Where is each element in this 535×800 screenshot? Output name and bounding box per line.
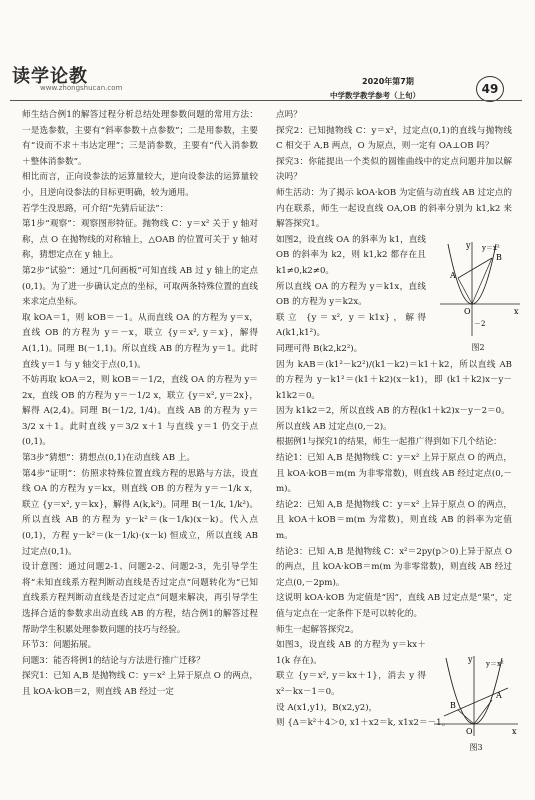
curve-label: y＝x² (482, 244, 500, 252)
paragraph: 第3步“猜想”：猜想点(0,1)在动直线 AB 上。 (22, 453, 195, 464)
paragraph: 联立 {y＝x², y＝kx＋1}，消去 y 得 x²－kx－1＝0。 (276, 671, 426, 697)
paragraph: 如图2，设直线 OA 的斜率为 k1，直线 OB 的斜率为 k2，则 k1,k2 都存在且 k1≠0,k2≠0。 (276, 234, 426, 276)
paragraph: 不妨再取 kOA＝2，则 kOB＝－1/2，直线 OA 的方程为 y＝2x，直线 OB 的方程为 y＝－1/2 x，联立 {y＝x², y＝2x}，解得 A(2,4)。同理 B(－1/2, 1/4)。直线 AB 的方程为 y＝3/2 x＋1。此时直线 y＝3/2 x＋1 与直线 y＝1 仍交于点(0,1)。 (22, 375, 258, 448)
left-column (22, 108, 258, 701)
curve-label: y＝x² (486, 660, 504, 668)
paragraph: 如图3，设直线 AB 的方程为 y＝kx＋1(k 存在)。 (276, 640, 426, 666)
issue-label: 2020年第7期 (362, 77, 414, 86)
paragraph: 相比而言，正向设参法的运算量较大，逆向设参法的运算量较小，且逆向设参法的目标更明确，较为通用。 (22, 172, 258, 198)
paragraph: 取 kOA＝1，则 kOB＝－1。从而直线 OA 的方程为 y＝x，直线 OB 的方程为 y＝－x，联立 {y＝x², y＝x}，解得 A(1,1)。同理 B(－1,1)。所以直线 AB 的方程为 y＝1。此时直线 y＝1 与 y 轴交于点(0,1)。 (22, 312, 258, 370)
figure-2-caption: 图2 (471, 343, 485, 352)
paragraph: 所以直线 AB 过定点(0,－2)。 (276, 421, 392, 432)
point-label-a: A (450, 271, 456, 280)
paragraph: 若学生没思路，可介绍“先猜后证法”： (22, 203, 169, 214)
figure-3-caption: 图3 (469, 743, 483, 752)
line-ob (472, 258, 492, 304)
point-label-neg2: －2 (474, 320, 486, 328)
journal-name: 中学数学教学参考（上旬） (330, 91, 420, 100)
axis-label-x: x (512, 727, 517, 736)
point-label-a: A (496, 691, 502, 700)
paragraph: 问题3：能否将例1的结论与方法进行推广迁移？ (22, 655, 205, 666)
paragraph: 根据例1与探究1的结果，师生一起推广得到如下几个结论： (276, 437, 502, 448)
paragraph: 结论3：已知 A,B 是抛物线 C：x²＝2py(p＞0)上异于原点 O 的两点，且 kOA·kOB＝m(m 为非零常数)，则直线 AB 经过定点(0,－2pm)。 (276, 546, 512, 588)
axis-label-y: y (468, 655, 473, 664)
paragraph: 结论1：已知 A,B 是抛物线 C：y＝x² 上异于原点 O 的两点，且 kOA·kOB＝m(m 为非零常数)，则直线 AB 经过定点(0,－m)。 (276, 453, 512, 495)
paragraph: 第4步“证明”：仿照求特殊位置直线方程的思路与方法，设直线 OA 的方程为 y＝kx，则直线 OB 的方程为 y＝－1/k x，联立 {y＝x², y＝kx}，解得 A(k,k²)。同理 B(－1/k, 1/k²)。所以直线 AB 的方程为 y－k²＝(k－1/k)(x－k)。代入点(0,1)，方程 y－k²＝(k－1/k)·(x－k) 恒成立，所以直线 AB 过定点(0,1)。 (22, 468, 258, 557)
journal-url: www.zhongshucan.com (40, 84, 123, 92)
journal-logo: 读学论教 (12, 66, 88, 87)
axis-label-x: x (514, 307, 519, 316)
line-ab (458, 258, 492, 278)
paragraph: 所以直线 OA 的方程为 y＝k1x，直线 OB 的方程为 y＝k2x。 (276, 281, 426, 308)
paragraph: 师生活动：为了揭示 kOA·kOB 为定值与动直线 AB 过定点的内在联系，师生一起设直线 OA,OB 的斜率分别为 k1,k2 来解答探究1。 (276, 187, 512, 230)
line-ob (474, 700, 492, 724)
right-column (276, 108, 512, 732)
paragraph: 第2步“试验”：通过“几何画板”可知直线 AB 过 y 轴上的定点(0,1)。为了进一步确认定点的坐标，可取两条特殊位置的直线来求定点坐标。 (22, 265, 258, 308)
paragraph: 同理可得 B(k2,k2²)。 (276, 343, 363, 354)
page-header (0, 0, 535, 100)
header-divider (10, 100, 522, 101)
paragraph: 师生结合例1的解答过程分析总结处理参数问题的常用方法：一是选参数，主要有“斜率参数＋点参数”；二是用参数，主要有“设而不求＋韦达定理”；三是消参数，主要有“代入消参数＋整体消参数”。 (22, 110, 258, 167)
origin-label: O (466, 727, 473, 736)
figure-2 (432, 238, 524, 356)
axis-label-y: y (466, 241, 471, 250)
figure-3 (430, 652, 522, 756)
origin-label: O (464, 307, 471, 316)
paragraph: 点吗？ (276, 110, 302, 120)
paragraph: 设计意图：通过问题2-1、问题2-2、问题2-3，先引导学生将“未知直线系方程判断动直线是否过定点”问题转化为“已知直线系方程判断动直线是否过定点”问题来解决，再引导学生选择合适的参数求出动直线 AB 的方程，结合例1的解答过程帮助学生积累处理参数问题的技巧与经验。 (22, 562, 258, 635)
page-number: 49 (476, 76, 504, 102)
paragraph: 探究3：你能提出一个类似的圆锥曲线中的定点问题并加以解决吗？ (276, 156, 512, 183)
line-oa (458, 710, 474, 724)
paragraph: 设 A(x1,y1)，B(x2,y2)， (276, 702, 378, 713)
paragraph: 师生一起解答探究2。 (276, 624, 359, 635)
paragraph: 这说明 kOA·kOB 为定值是“因”，直线 AB 过定点是“果”，定值与定点在一定条件下是可以转化的。 (276, 593, 512, 619)
paragraph: 则 {Δ＝k²＋4＞0, x1＋x2＝k, x1x2＝－1。 (276, 718, 451, 729)
paragraph: 因为 kAB＝(k1²－k2²)/(k1－k2)＝k1＋k2，所以直线 AB 的方程为 y－k1²＝(k1＋k2)(x－k1)，即 (k1＋k2)x－y－k1k2＝0。 (276, 359, 512, 401)
figure-2-graph (432, 238, 524, 338)
paragraph: 因为 k1k2＝2，所以直线 AB 的方程(k1＋k2)x－y－2＝0。 (276, 406, 510, 417)
figure-3-graph (430, 652, 522, 738)
point-label-b: B (450, 701, 456, 710)
point-label-b: B (496, 253, 502, 262)
section-heading: 环节3：问题拓展。 (22, 640, 97, 651)
line-oa (458, 278, 472, 304)
paragraph: 探究2：已知抛物线 C：y＝x²，过定点(0,1)的直线与抛物线 C 相交于 A,B 两点，O 为原点，则一定有 OA⊥OB 吗？ (276, 125, 512, 152)
paragraph: 探究1：已知 A,B 是抛物线 C：y＝x² 上异于原点 O 的两点，且 kOA·kOB＝2，则直线 AB 经过一定 (22, 671, 258, 697)
paragraph: 结论2：已知 A,B 是抛物线 C：y＝x² 上异于原点 O 的两点，且 kOA＋kOB＝m(m 为常数)，则直线 AB 的斜率为定值 m。 (276, 499, 512, 542)
paragraph: 联立 {y＝x², y＝k1x}，解得 A(k1,k1²)。 (276, 312, 426, 339)
paragraph: 第1步“观察”：观察图形特征。抛物线 C：y＝x² 关于 y 轴对称，点 O 在抛物线的对称轴上，△OAB 的位置可关于 y 轴对称，猜想定点在 y 轴上。 (22, 219, 258, 261)
